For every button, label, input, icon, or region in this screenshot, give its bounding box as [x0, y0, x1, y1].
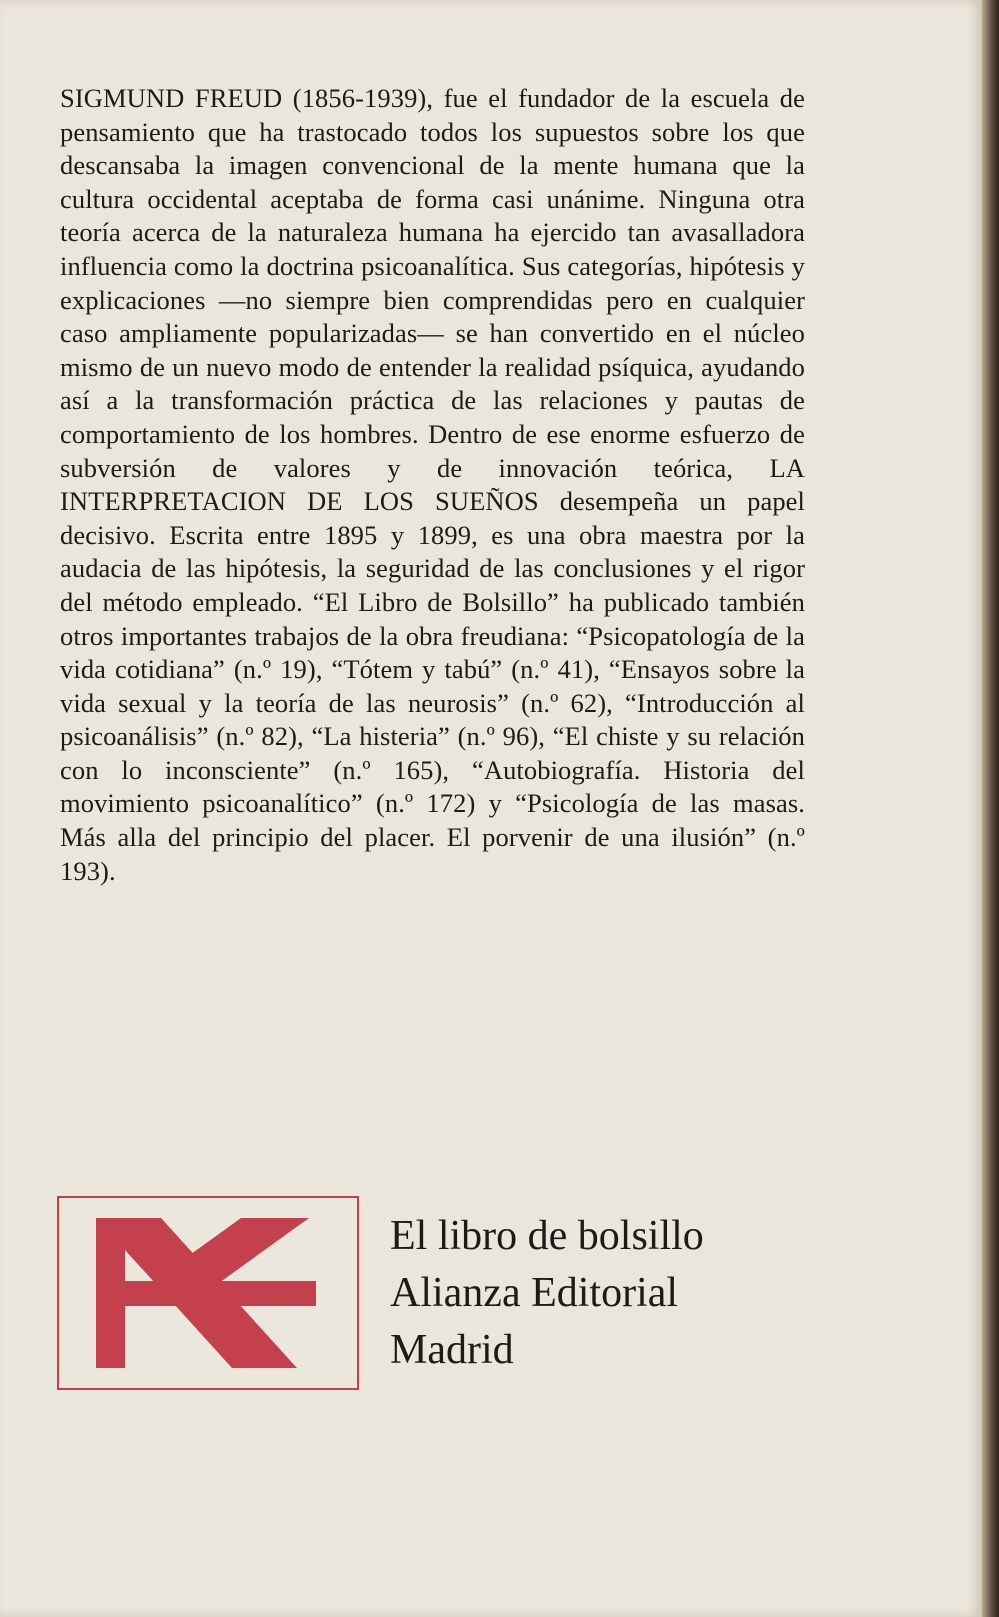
imprint-series-name: El libro de bolsillo [390, 1213, 704, 1259]
imprint-city: Madrid [390, 1327, 514, 1373]
imprint-publisher-name: Alianza Editorial [390, 1270, 679, 1316]
book-edge [982, 0, 999, 1617]
blurb-text-block [60, 82, 805, 888]
blurb-paragraph: SIGMUND FREUD (1856-1939), fue el fundador de la escuela de pensamiento que ha trastocado todos los supuestos sobre los que descansaba la imagen convencional de la mente humana que la cultura occidental aceptaba de forma casi unánime. Ninguna otra teoría acerca de la naturaleza humana ha ejercido tan avasalladora influencia como la doctrina psicoanalítica. Sus categorías, hipótesis y explicaciones —no siempre bien comprendidas pero en cualquier caso ampliamente popularizadas— se han convertido en el núcleo mismo de un nuevo modo de entender la realidad psíquica, ayudando así a la transformación práctica de las relaciones y pautas de comportamiento de los hombres. Dentro de ese enorme esfuerzo de subversión de valores y de innovación teórica, LA INTERPRETACION DE LOS SUEÑOS desempeña un papel decisivo. Escrita entre 1895 y 1899, es una obra maestra por la audacia de las hipótesis, la seguridad de las conclusiones y el rigor del método empleado. “El Libro de Bolsillo” ha publicado también otros importantes trabajos de la obra freudiana: “Psicopatología de la vida cotidiana” (n.º 19), “Tótem y tabú” (n.º 41), “Ensayos sobre la vida sexual y la teoría de las neurosis” (n.º 62), “Introducción al psicoanálisis” (n.º 82), “La histeria” (n.º 96), “El chiste y su relación con lo inconsciente” (n.º 165), “Autobiografía. Historia del movimiento psicoanalítico” (n.º 172) y “Psicología de las masas. Más alla del principio del placer. El porvenir de una ilusión” (n.º 193). [60, 83, 805, 886]
alianza-editorial-logo-icon [59, 1198, 357, 1388]
publisher-logo-box [57, 1196, 359, 1390]
publisher-imprint [390, 1208, 704, 1379]
